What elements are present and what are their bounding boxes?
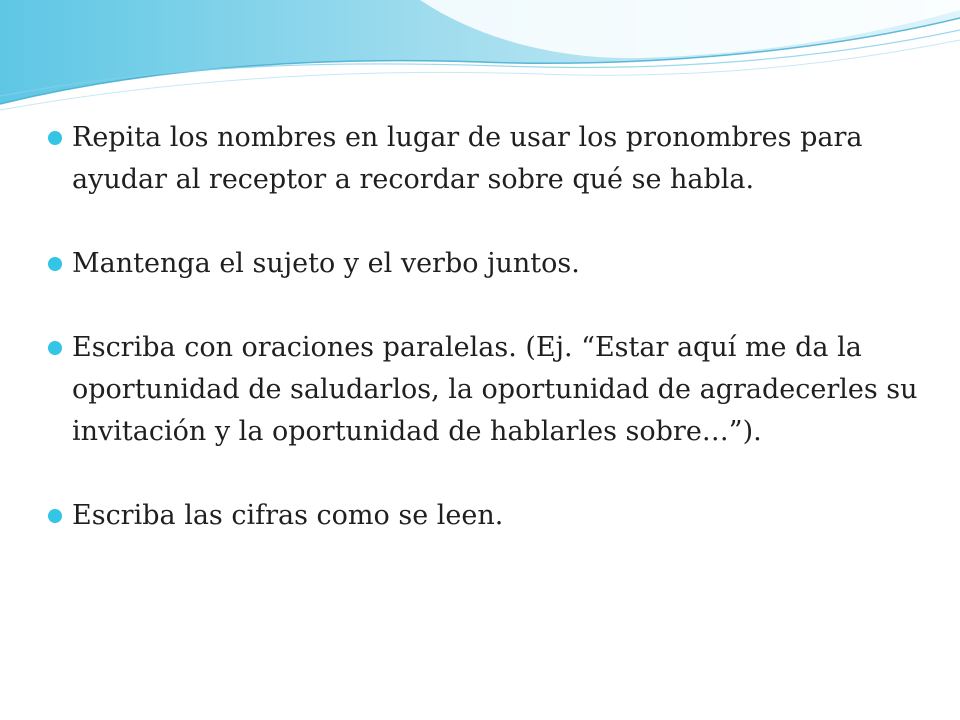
bullet-dot-icon xyxy=(48,257,62,271)
bullet-list xyxy=(48,117,928,537)
bullet-item xyxy=(48,327,928,453)
bullet-text: Escriba con oraciones paralelas. (Ej. “Estar aquí me da la oportunidad de saludarlos, la oportunidad de agradecerles su invitación y la oportunidad de hablarles sobre…”). xyxy=(72,332,918,447)
bullet-item xyxy=(48,495,928,537)
bullet-dot-icon xyxy=(48,131,62,145)
bullet-item xyxy=(48,243,928,285)
bullet-text: Mantenga el sujeto y el verbo juntos. xyxy=(72,248,580,279)
bullet-text: Repita los nombres en lugar de usar los pronombres para ayudar al receptor a recordar sobre qué se habla. xyxy=(72,122,863,195)
bullet-text: Escriba las cifras como se leen. xyxy=(72,500,504,531)
bullet-dot-icon xyxy=(48,341,62,355)
bullet-dot-icon xyxy=(48,509,62,523)
bullet-item xyxy=(48,117,928,201)
header-wave-decoration xyxy=(0,0,960,120)
